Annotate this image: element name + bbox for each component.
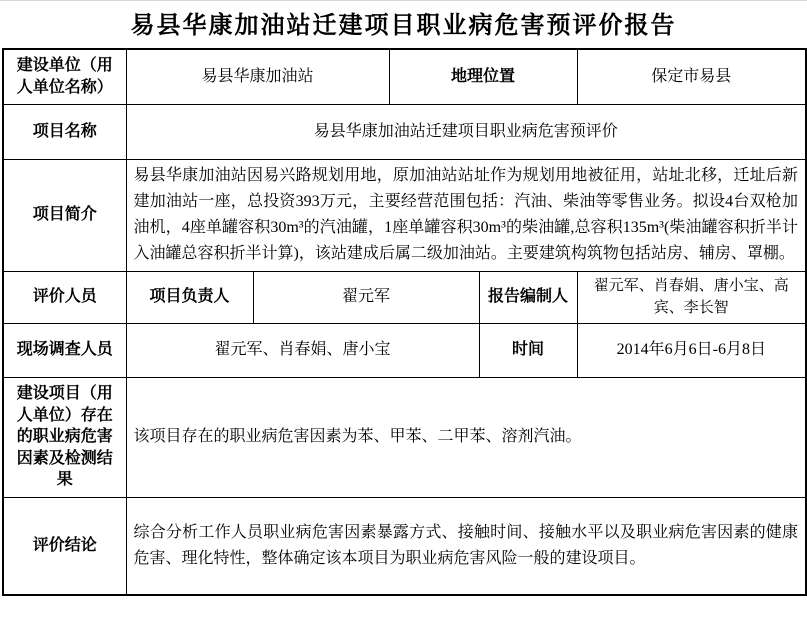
construction-unit-label: 建设单位（用人单位名称）	[3, 49, 126, 104]
row-project-name	[3, 104, 806, 159]
report-table	[2, 48, 807, 596]
conclusion-value: 综合分析工作人员职业病危害因素暴露方式、接触时间、接触水平以及职业病危害因素的健康危害、理化特性，整体确定该本项目为职业病危害风险一般的建设项目。	[126, 497, 806, 595]
row-evaluators	[3, 271, 806, 323]
row-conclusion	[3, 497, 806, 595]
site-survey-label: 现场调查人员	[3, 323, 126, 377]
report-authors-label: 报告编制人	[479, 271, 577, 323]
row-project-brief	[3, 159, 806, 271]
project-brief-value: 易县华康加油站因易兴路规划用地，原加油站站址作为规划用地被征用，站址北移，迁址后新建加油站一座，总投资393万元，主要经营范围包括：汽油、柴油等零售业务。拟设4台双枪加油机，4座单罐容积30m³的汽油罐，1座单罐容积30m³的柴油罐,总容积135m³(柴油罐容积折半计入油罐总容积折半计算)，该站建成后属二级加油站。主要建筑构筑物包括站房、辅房、罩棚。	[126, 159, 806, 271]
project-name-value: 易县华康加油站迁建项目职业病危害预评价	[126, 104, 806, 159]
row-hazard-factors	[3, 377, 806, 497]
site-survey-value: 翟元军、肖春娟、唐小宝	[126, 323, 479, 377]
location-value: 保定市易县	[577, 49, 806, 104]
hazard-factors-label: 建设项目（用人单位）存在的职业病危害因素及检测结果	[3, 377, 126, 497]
row-construction-unit	[3, 49, 806, 104]
project-leader-label: 项目负责人	[126, 271, 253, 323]
construction-unit-value: 易县华康加油站	[126, 49, 389, 104]
survey-time-label: 时间	[479, 323, 577, 377]
project-leader-value: 翟元军	[253, 271, 479, 323]
project-brief-label: 项目简介	[3, 159, 126, 271]
project-name-label: 项目名称	[3, 104, 126, 159]
report-title: 易县华康加油站迁建项目职业病危害预评价报告	[130, 13, 677, 39]
location-label: 地理位置	[389, 49, 577, 104]
hazard-factors-value: 该项目存在的职业病危害因素为苯、甲苯、二甲苯、溶剂汽油。	[126, 377, 806, 497]
evaluators-label: 评价人员	[3, 271, 126, 323]
report-authors-value: 翟元军、肖春娟、唐小宝、高宾、李长智	[577, 271, 806, 323]
survey-time-value: 2014年6月6日-6月8日	[577, 323, 806, 377]
conclusion-label: 评价结论	[3, 497, 126, 595]
row-site-survey	[3, 323, 806, 377]
